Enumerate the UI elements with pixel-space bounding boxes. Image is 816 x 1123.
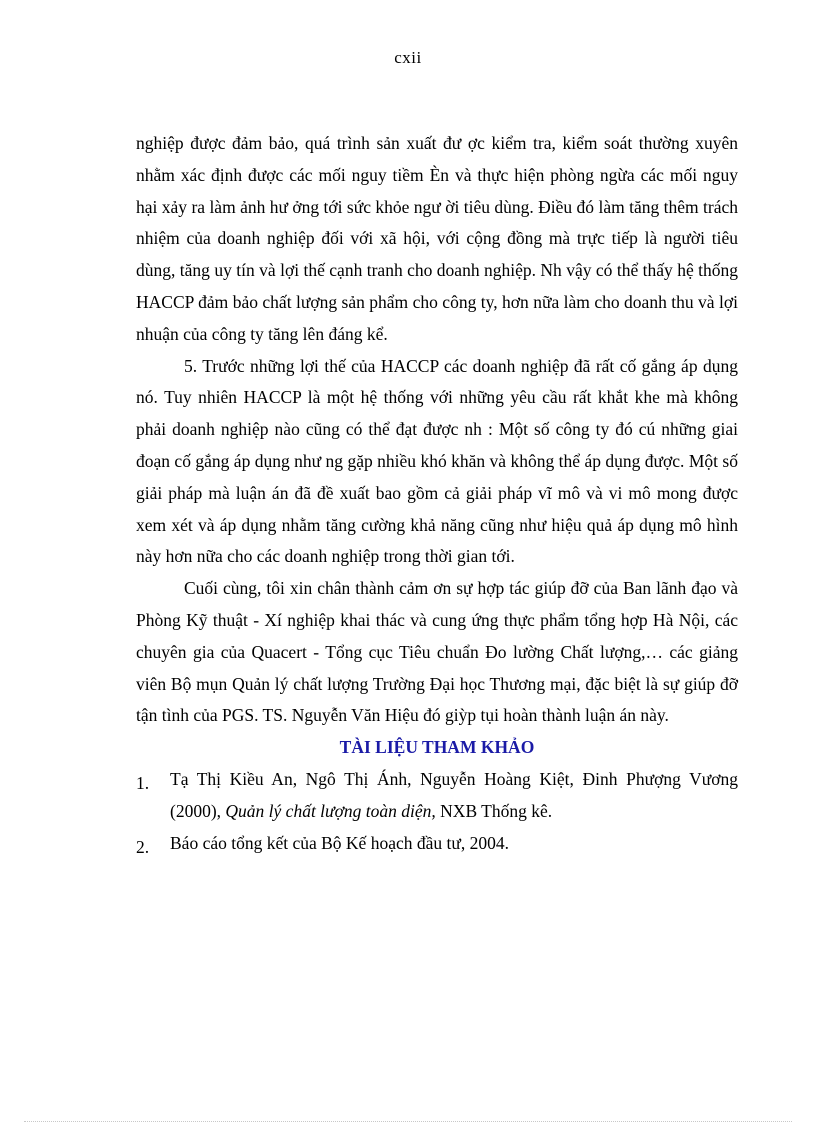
paragraph-haccp-difficulties: 5. Trước những lợi thế của HACCP các doanh nghiệp đã rất cố gắng áp dụng nó. Tuy nhiên HACCP là một hệ thống với những yêu cầu rất khắt khe mà không phải doanh nghiệp nào cũng có thể đạt được nh : Một số công ty đó cú những giai đoạn cố gắng áp dụng như ng gặp nhiều khó khăn và không thể áp dụng được. Một số giải pháp mà luận án đã đề xuất bao gồm cả giải pháp vĩ mô và vi mô mong được xem xét và áp dụng nhằm tăng cường khả năng cũng như hiệu quả áp dụng mô hình này hơn nữa cho các doanh nghiệp trong thời gian tới. xyxy=(136,355,738,567)
reference-authors: Tạ Thị Kiều An, Ngô Thị Ánh, Nguyễn Hoàng Kiệt, Đinh Phượng Vương (2000), xyxy=(170,768,738,821)
reference-publisher: NXB Thống kê. xyxy=(435,800,553,821)
reference-number: 2. xyxy=(136,836,150,857)
page-number: cxii xyxy=(394,48,422,67)
reference-item xyxy=(136,764,738,828)
reference-item xyxy=(136,828,738,864)
reference-text xyxy=(170,764,738,828)
reference-title: Quản lý chất lượng toàn diện, xyxy=(225,800,436,821)
reference-number: 1. xyxy=(136,772,150,793)
document-body xyxy=(136,128,738,863)
references-list xyxy=(136,764,738,863)
reference-authors: Báo cáo tổng kết của Bộ Kế hoạch đầu tư, 2004. xyxy=(170,832,509,853)
paragraph-acknowledgements: Cuối cùng, tôi xin chân thành cảm ơn sự hợp tác giúp đỡ của Ban lãnh đạo và Phòng Kỹ thuật - Xí nghiệp khai thác và cung ứng thực phẩm tổng hợp Hà Nội, các chuyên gia của Quacert - Tổng cục Tiêu chuẩn Đo lường Chất lượng,… các giảng viên Bộ mụn Quản lý chất lượng Trường Đại học Thương mại, đặc biệt là sự giúp đỡ tận tình của PGS. TS. Nguyễn Văn Hiệu đó giỳp tụi hoàn thành luận án này. xyxy=(136,578,738,726)
reference-text xyxy=(170,828,738,860)
references-heading: TÀI LIỆU THAM KHẢO xyxy=(339,737,535,758)
paragraph-continuation: nghiệp được đảm bảo, quá trình sản xuất đư ợc kiểm tra, kiểm soát thường xuyên nhằm xác định được các mối nguy tiềm Èn và thực hiện phòng ngừa các mối nguy hại xảy ra làm ảnh hư ởng tới sức khỏe ngư ời tiêu dùng. Điều đó làm tăng thêm trách nhiệm của doanh nghiệp đối với xã hội, với cộng đồng mà trực tiếp là người tiêu dùng, tăng uy tín và lợi thế cạnh tranh cho doanh nghiệp. Nh vậy có thể thấy hệ thống HACCP đảm bảo chất lượng sản phẩm cho công ty, hơn nữa làm cho doanh thu và lợi nhuận của công ty tăng lên đáng kể. xyxy=(136,133,738,344)
page-bottom-rule xyxy=(24,1121,792,1122)
